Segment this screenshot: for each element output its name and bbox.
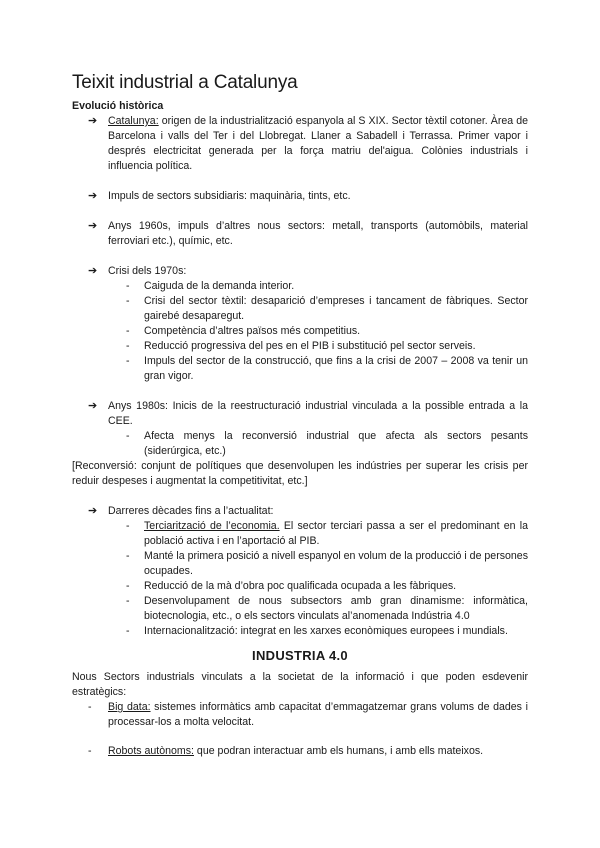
industria-intro: Nous Sectors industrials vinculats a la societat de la informació i que poden esdevenir estratègics: [72, 671, 528, 698]
arrow-icon: ➔ [88, 190, 98, 202]
anys1960-text: Anys 1960s, impuls d’altres nous sectors: metall, transports (automòbils, material ferroviari etc.), químic, etc. [108, 220, 528, 247]
industria-list-2 [88, 744, 528, 759]
page-title: Teixit industrial a Catalunya [72, 72, 298, 93]
darreres-text: Darreres dècades fins a l’actualitat: [108, 505, 274, 517]
list-item-crisi [72, 264, 528, 279]
list-item: - Manté la primera posició a nivell espanyol en volum de la producció i de persones ocupades. [126, 549, 528, 579]
list-item: - Competència d’altres països més competitius. [126, 324, 528, 339]
section-subtitle: Evolució històrica [72, 100, 164, 112]
arrow-icon: ➔ [88, 115, 98, 127]
list-item-anys1960 [72, 219, 528, 249]
crisi-sublist [126, 279, 528, 384]
list-item-catalunya [72, 114, 528, 174]
list-item: - Crisi del sector tèxtil: desaparició d’empreses i tancament de fàbriques. Sector gairebé desaparegut. [126, 294, 528, 324]
list-item: - Afecta menys la reconversió industrial que afecta als sectors pesants (siderúrgica, etc.) [126, 429, 528, 459]
list-item [126, 519, 528, 549]
list-item: - Reducció progressiva del pes en el PIB i substitució pel sector serveis. [126, 339, 528, 354]
arrow-icon: ➔ [88, 400, 98, 412]
list-item-darreres [72, 504, 528, 519]
crisi-text: Crisi dels 1970s: [108, 265, 187, 277]
robots-lead: Robots autònoms: [108, 745, 194, 757]
list-item-bigdata [88, 700, 528, 730]
anys1980-sublist [126, 429, 528, 459]
terciaritzacio-text: El sector terciari passa a ser el predominant en la població activa i en l’aportació al PIB. [144, 520, 528, 547]
list-item-anys1980 [72, 399, 528, 429]
robots-text: que podran interactuar amb els humans, i amb ells mateixos. [193, 745, 484, 757]
bigdata-lead: Big data: [108, 701, 151, 713]
arrow-icon: ➔ [88, 265, 98, 277]
arrow-icon: ➔ [88, 505, 98, 517]
list-item-impuls [72, 189, 528, 204]
anys1980-text: Anys 1980s: Inicis de la reestructuració industrial vinculada a la possible entrada a la CEE. [108, 400, 528, 427]
arrow-icon: ➔ [88, 220, 98, 232]
list-item-robots [88, 744, 528, 759]
list-item: - Caiguda de la demanda interior. [126, 279, 528, 294]
list-item: - Reducció de la mà d’obra poc qualificada ocupada a les fàbriques. [126, 579, 528, 594]
catalunya-text: origen de la industrialització espanyola al S XIX. Sector tèxtil cotoner. Àrea de Barcelona i valls del Ter i del Llobregat. Llaner a Sabadell i Terrassa. Primer vapor i després electricitat generada per la força matriu del'aigua. Colònies industrials i influencia política. [108, 115, 528, 172]
catalunya-lead: Catalunya: [108, 115, 159, 127]
darreres-sublist [126, 519, 528, 639]
list-item: - Internacionalització: integrat en les xarxes econòmiques europees i mundials. [126, 624, 528, 639]
section-heading-industria: INDUSTRIA 4.0 [252, 648, 348, 663]
reconversio-note: [Reconversió: conjunt de polítiques que desenvolupen les indústries per superar les crisis per reduir despeses i augmentat la competitivitat, etc.] [72, 460, 528, 487]
bigdata-text: sistemes informàtics amb capacitat d’emmagatzemar grans volums de dades i processar-los a molta velocitat. [108, 701, 528, 728]
list-item: - Desenvolupament de nous subsectors amb gran dinamisme: informàtica, biotecnologia, etc., o els sectors vinculats al’anomenada Indústria 4.0 [126, 594, 528, 624]
list-item: - Impuls del sector de la construcció, que fins a la crisi de 2007 – 2008 va tenir un gran vigor. [126, 354, 528, 384]
industria-list [88, 700, 528, 730]
impuls-text: Impuls de sectors subsidiaris: maquinària, tints, etc. [108, 190, 351, 202]
terciaritzacio-lead: Terciarització de l’economia. [144, 520, 280, 532]
